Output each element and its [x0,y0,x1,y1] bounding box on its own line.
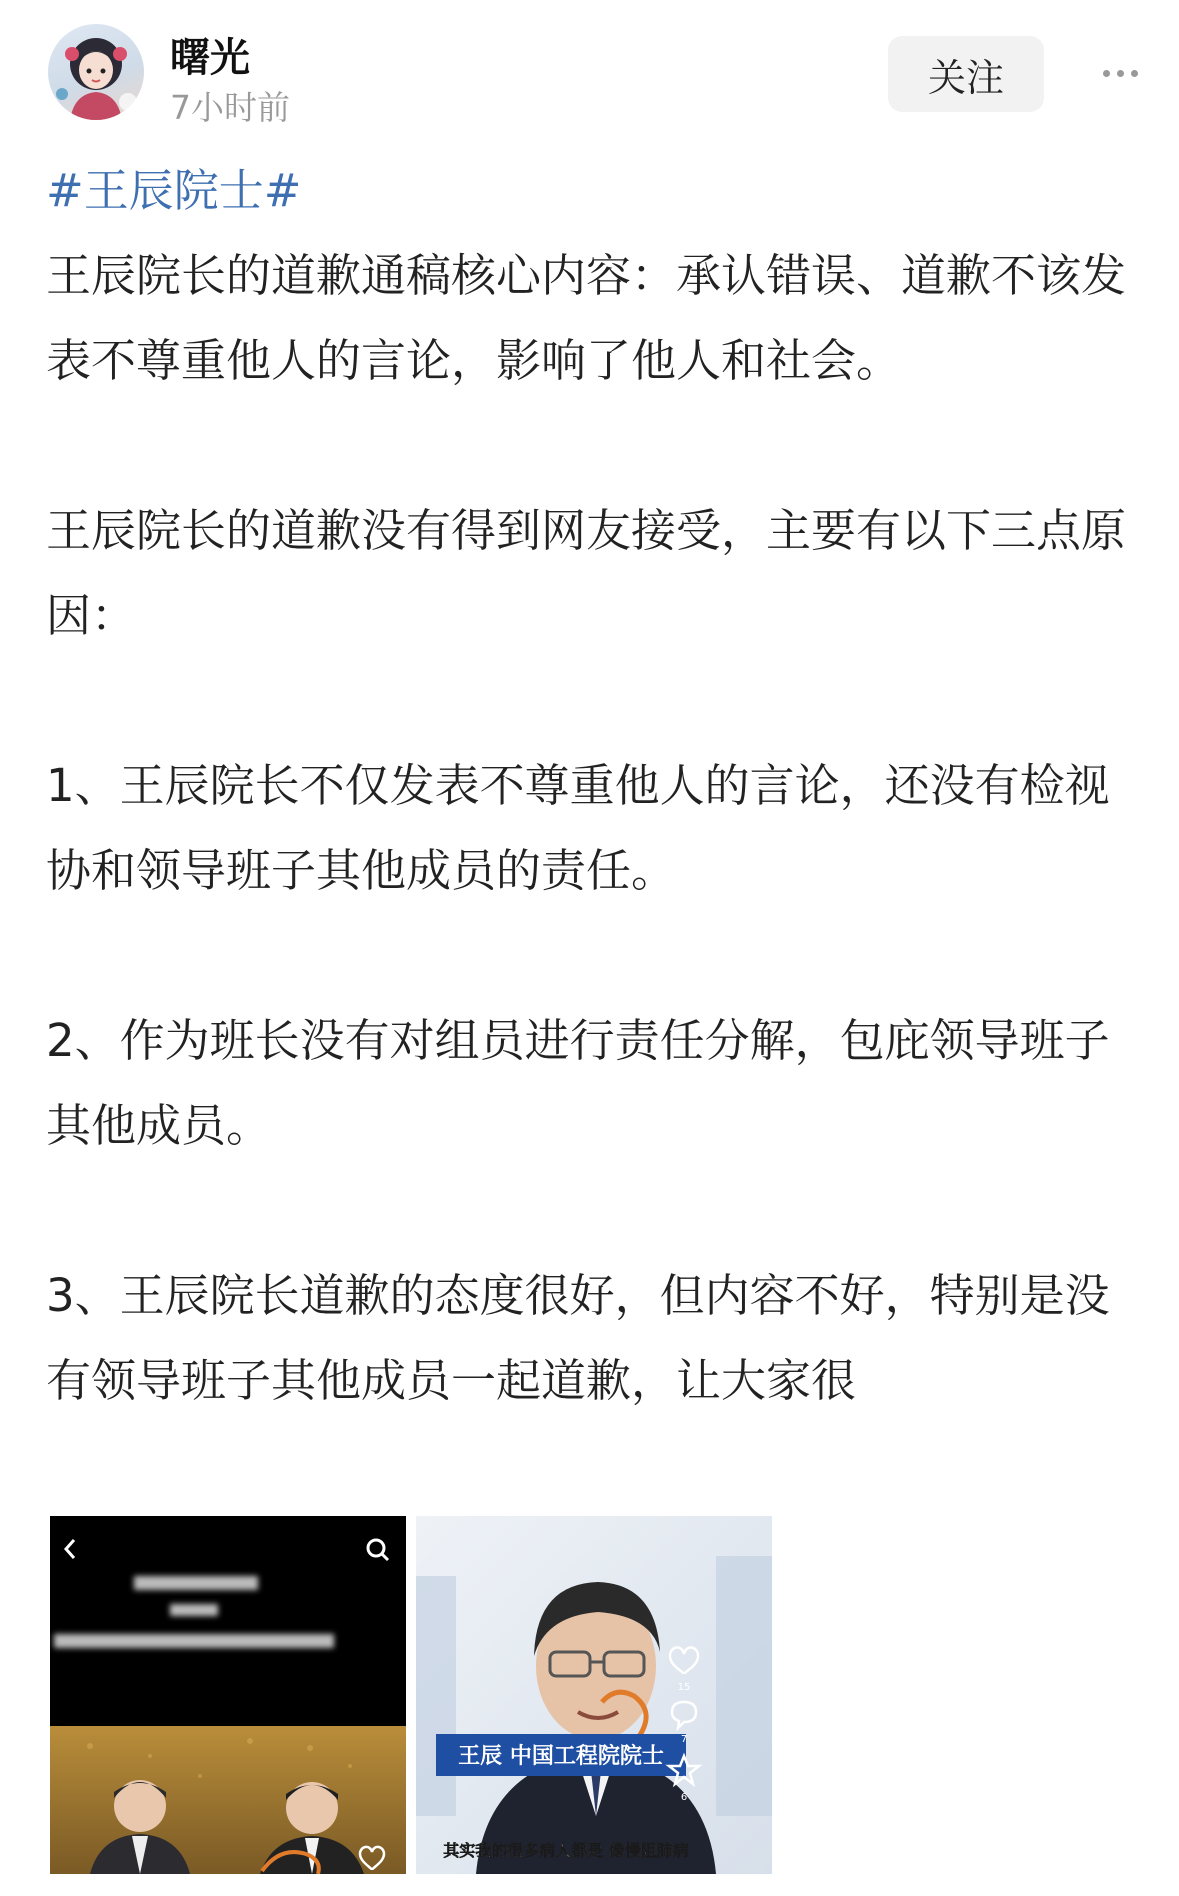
image-grid [50,1516,1150,1874]
comment-count: 7 [680,1734,688,1745]
author-name[interactable]: 曙光 [170,35,250,81]
post-header [0,0,1179,140]
paragraph-5: 3、王辰院长道歉的态度很好，但内容不好，特别是没有领导班子其他成员一起道歉，让大家很 [46,1269,1110,1407]
paragraph-2: 王辰院长的道歉没有得到网友接受，主要有以下三点原因： [46,504,1127,642]
paragraph-1: 王辰院长的道歉通稿核心内容：承认错误、道歉不该发表不尊重他人的言论，影响了他人和社会。 [46,249,1127,387]
avatar-illustration [48,24,144,120]
avatar[interactable] [48,24,144,120]
post-body [46,148,1146,1423]
video-subtitle: 其实我的很多病人都是 像慢阻肺病 [443,1841,689,1860]
paragraph-3: 1、王辰院长不仅发表不尊重他人的言论，还没有检视协和领导班子其他成员的责任。 [46,759,1110,897]
paragraph-4: 2、作为班长没有对组员进行责任分解，包庇领导班子其他成员。 [46,1014,1110,1152]
post-time: 7小时前 [170,88,290,127]
post-image-1[interactable] [50,1516,406,1874]
post-image-2[interactable] [416,1516,772,1874]
follow-button[interactable]: 关注 [888,36,1044,112]
more-dots-icon[interactable] [1090,48,1150,98]
star-count: 6 [680,1792,688,1803]
hashtag-link[interactable]: #王辰院士# [46,164,302,217]
caption-name: 王辰 中国工程院院士 [458,1744,664,1769]
like-count: 15 [677,1682,691,1693]
